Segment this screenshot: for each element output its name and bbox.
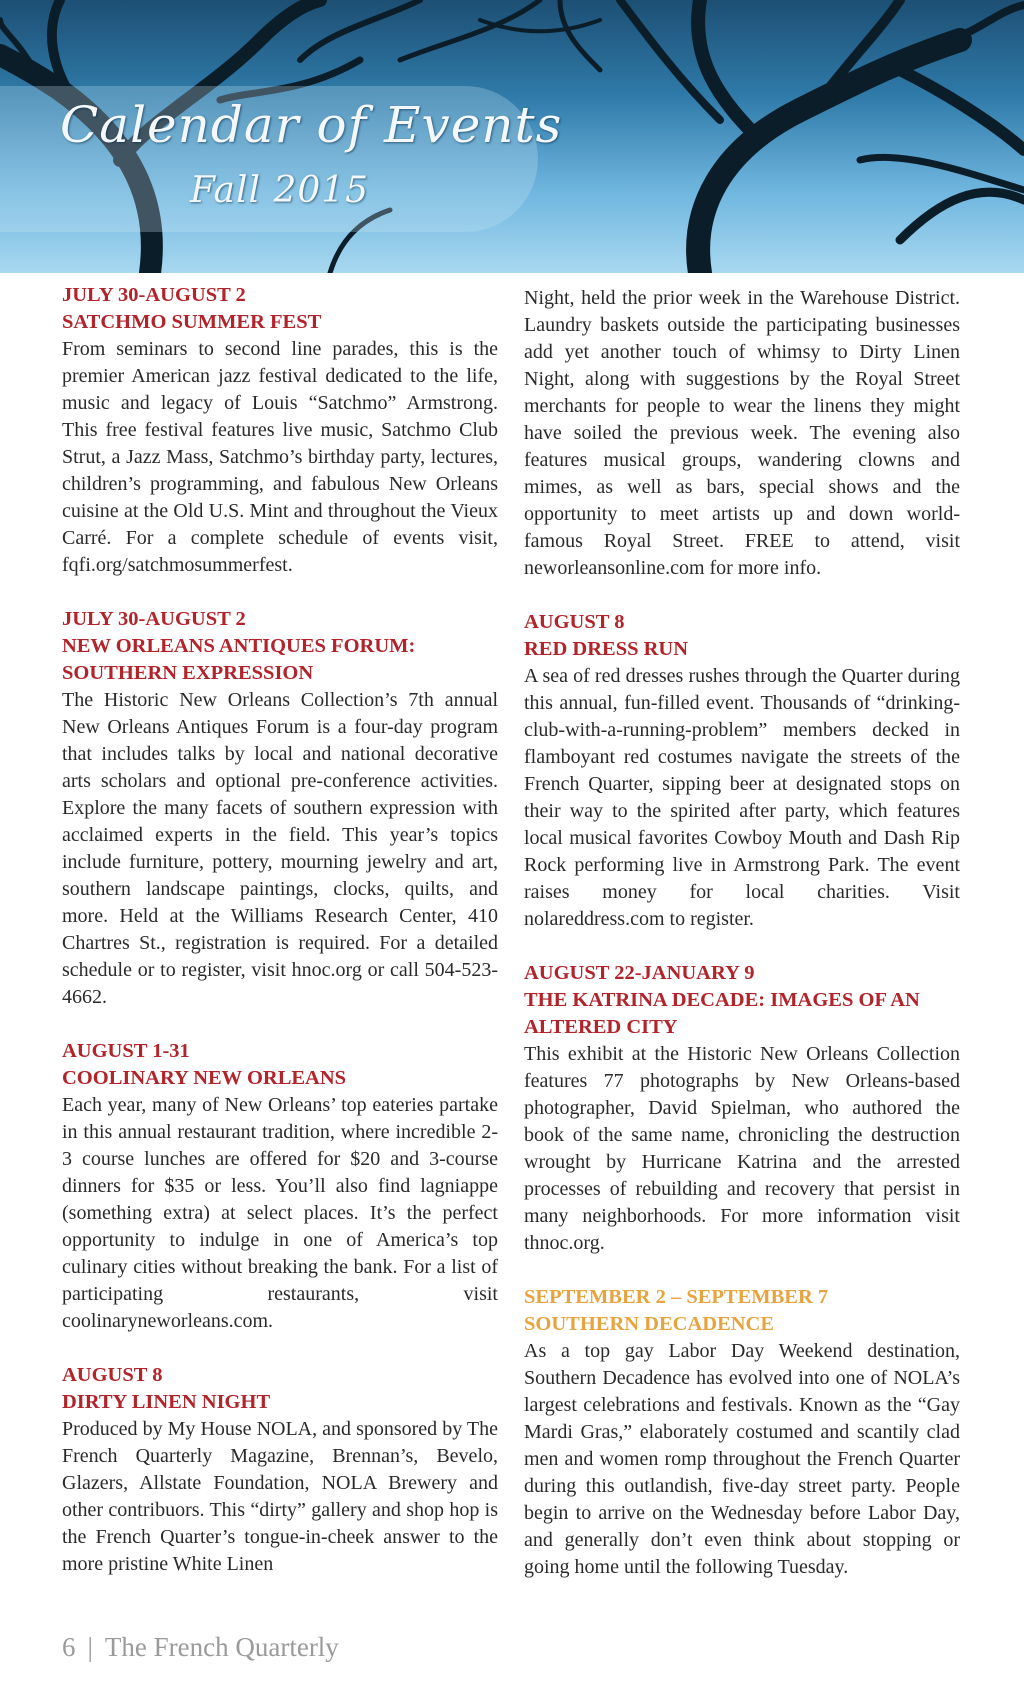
event-description: As a top gay Labor Day Weekend destination, Southern Decadence has evolved into one of NOLA’s largest celebrations and festivals. Known as the “Gay Mardi Gras,” elaborately costumed and scantily clad men and women romp throughout the French Quarter during this outlandish, five-day street party. People begin to arrive on the Wednesday before Labor Day, and generally don’t even think about stopping or going home until the following Tuesday.: [524, 1340, 960, 1578]
event-description: Produced by My House NOLA, and sponsored by The French Quarterly Magazine, Brennan’s, Bevelo, Glazers, Allstate Foundation, NOLA Brewery and other contribuors. This “dirty” gallery and shop hop is the French Quarter’s tongue-in-cheek answer to the more pristine White Linen: [62, 1418, 498, 1575]
event-name: DIRTY LINEN NIGHT: [62, 1391, 271, 1413]
event-entry: [62, 1362, 498, 1578]
event-description: Each year, many of New Orleans’ top eateries partake in this annual restaurant tradition, where incredible 2-3 course lunches are offered for $20 and 3-course dinners for $35 or less. You’ll also find lagniappe (something extra) at select places. It’s the perfect opportunity to indulge in one of America’s top culinary cities without breaking the bank. For a list of participating restaurants, visit coolinaryneworleans.com.: [62, 1094, 498, 1332]
event-entry: [62, 282, 498, 579]
page-number: 6: [62, 1632, 76, 1662]
event-name: RED DRESS RUN: [524, 638, 689, 660]
page-footer: [62, 1632, 339, 1663]
event-date: JULY 30-AUGUST 2: [62, 608, 246, 630]
event-date: AUGUST 8: [62, 1364, 163, 1386]
page-subtitle: Fall 2015: [190, 170, 370, 211]
event-entry: [524, 609, 960, 933]
event-name: COOLINARY NEW ORLEANS: [62, 1067, 347, 1089]
event-date: JULY 30-AUGUST 2: [62, 284, 246, 306]
event-name: NEW ORLEANS ANTIQUES FORUM: SOUTHERN EXPRESSION: [62, 635, 416, 684]
event-description: The Historic New Orleans Collection’s 7th annual New Orleans Antiques Forum is a four-day program that includes talks by local and national decorative arts scholars and optional pre-conference activities. Explore the many facets of southern expression with acclaimed experts in the field. This year’s topics include furniture, pottery, mourning jewelry and art, southern landscape paintings, clocks, quilts, and more. Held at the Williams Research Center, 410 Chartres St., registration is required. For a detailed schedule or to register, visit hnoc.org or call 504-523-4662.: [62, 689, 498, 1008]
event-name: THE KATRINA DECADE: IMAGES OF AN ALTERED CITY: [524, 989, 920, 1038]
event-entry: [524, 960, 960, 1257]
event-date: SEPTEMBER 2 – SEPTEMBER 7: [524, 1286, 829, 1308]
event-name: SOUTHERN DECADENCE: [524, 1313, 775, 1335]
header-banner: [0, 0, 1024, 273]
event-entry-highlighted: [524, 1284, 960, 1581]
event-description: This exhibit at the Historic New Orleans Collection features 77 photographs by New Orleans-based photographer, David Spielman, who authored the book of the same name, chronicling the destruction wrought by Hurricane Katrina and the arrested processes of rebuilding and recovery that persist in many neighborhoods. For more information visit thnoc.org.: [524, 1043, 960, 1254]
left-column: [62, 282, 498, 1605]
event-date: AUGUST 1-31: [62, 1040, 190, 1062]
event-date: AUGUST 22-JANUARY 9: [524, 962, 755, 984]
event-description: From seminars to second line parades, this is the premier American jazz festival dedicated to the life, music and legacy of Louis “Satchmo” Armstrong. This free festival features live music, Satchmo Club Strut, a Jazz Mass, Satchmo’s birthday party, lectures, children’s programming, and fabulous New Orleans cuisine at the Old U.S. Mint and throughout the Vieux Carré. For a complete schedule of events visit, fqfi.org/satchmosummerfest.: [62, 338, 498, 576]
event-entry: [62, 606, 498, 1011]
page-title: Calendar of Events: [60, 96, 563, 154]
event-continuation: [524, 285, 960, 582]
right-column: [524, 285, 960, 1608]
footer-separator: |: [87, 1632, 93, 1662]
event-description-continued: Night, held the prior week in the Warehouse District. Laundry baskets outside the participating businesses add yet another touch of whimsy to Dirty Linen Night, along with suggestions by the Royal Street merchants for people to wear the linens they might have soiled the previous week. The evening also features musical groups, wandering clowns and mimes, as well as bars, special shows and the opportunity to meet artists up and down world-famous Royal Street. FREE to attend, visit neworleansonline.com for more info.: [524, 287, 960, 579]
event-name: SATCHMO SUMMER FEST: [62, 311, 322, 333]
event-date: AUGUST 8: [524, 611, 625, 633]
publication-name: The French Quarterly: [104, 1632, 339, 1662]
event-description: A sea of red dresses rushes through the Quarter during this annual, fun-filled event. Thousands of “drinking-club-with-a-running-problem” members decked in flamboyant red costumes navigate the streets of the French Quarter, sipping beer at designated stops on their way to the spirited after party, which features local musical favorites Cowboy Mouth and Dash Rip Rock performing live in Armstrong Park. The event raises money for local charities. Visit nolareddress.com to register.: [524, 665, 960, 930]
event-entry: [62, 1038, 498, 1335]
